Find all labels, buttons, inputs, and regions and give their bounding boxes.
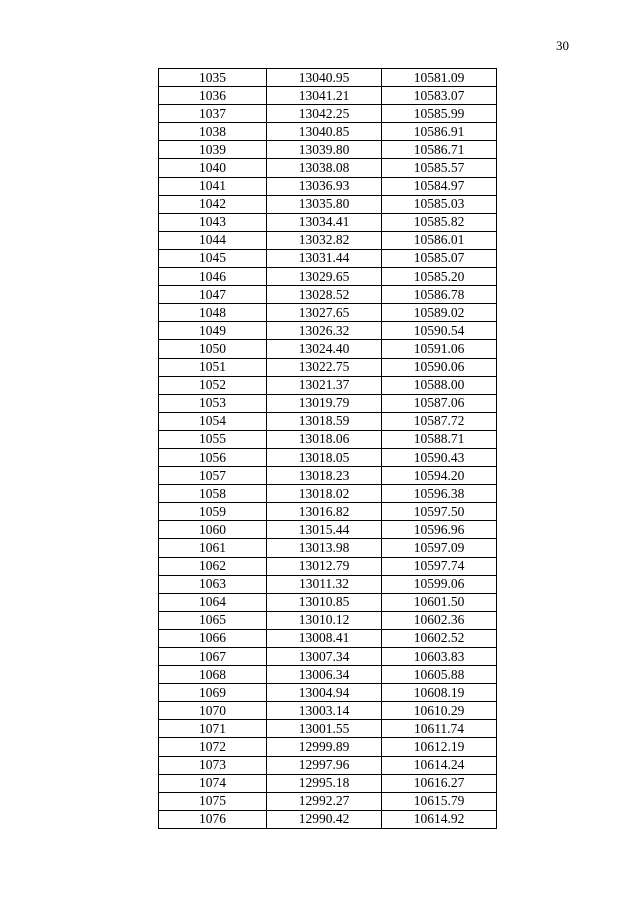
table-row	[159, 485, 497, 503]
table-row	[159, 213, 497, 231]
x-coordinate-cell: 13018.59	[267, 412, 382, 430]
y-coordinate-cell: 10589.02	[382, 304, 497, 322]
point-id-cell: 1063	[159, 575, 267, 593]
y-coordinate-cell: 10591.06	[382, 340, 497, 358]
y-coordinate-cell: 10602.52	[382, 629, 497, 647]
x-coordinate-cell: 13039.80	[267, 141, 382, 159]
point-id-cell: 1057	[159, 467, 267, 485]
x-coordinate-cell: 13004.94	[267, 684, 382, 702]
y-coordinate-cell: 10596.38	[382, 485, 497, 503]
x-coordinate-cell: 13032.82	[267, 231, 382, 249]
point-id-cell: 1060	[159, 521, 267, 539]
coordinates-table	[158, 68, 497, 829]
x-coordinate-cell: 13008.41	[267, 629, 382, 647]
table-row	[159, 177, 497, 195]
point-id-cell: 1037	[159, 105, 267, 123]
table-row	[159, 249, 497, 267]
point-id-cell: 1075	[159, 792, 267, 810]
table-row	[159, 376, 497, 394]
point-id-cell: 1050	[159, 340, 267, 358]
y-coordinate-cell: 10597.50	[382, 503, 497, 521]
y-coordinate-cell: 10597.74	[382, 557, 497, 575]
point-id-cell: 1065	[159, 611, 267, 629]
coordinates-table-body	[159, 69, 497, 829]
table-row	[159, 304, 497, 322]
x-coordinate-cell: 13022.75	[267, 358, 382, 376]
y-coordinate-cell: 10596.96	[382, 521, 497, 539]
x-coordinate-cell: 13041.21	[267, 87, 382, 105]
x-coordinate-cell: 13026.32	[267, 322, 382, 340]
x-coordinate-cell: 12997.96	[267, 756, 382, 774]
table-row	[159, 87, 497, 105]
point-id-cell: 1054	[159, 412, 267, 430]
table-row	[159, 648, 497, 666]
x-coordinate-cell: 13016.82	[267, 503, 382, 521]
point-id-cell: 1056	[159, 448, 267, 466]
point-id-cell: 1064	[159, 593, 267, 611]
x-coordinate-cell: 13028.52	[267, 286, 382, 304]
point-id-cell: 1072	[159, 738, 267, 756]
table-row	[159, 720, 497, 738]
point-id-cell: 1059	[159, 503, 267, 521]
y-coordinate-cell: 10602.36	[382, 611, 497, 629]
table-row	[159, 539, 497, 557]
table-row	[159, 123, 497, 141]
point-id-cell: 1039	[159, 141, 267, 159]
x-coordinate-cell: 13027.65	[267, 304, 382, 322]
x-coordinate-cell: 13011.32	[267, 575, 382, 593]
y-coordinate-cell: 10586.71	[382, 141, 497, 159]
point-id-cell: 1047	[159, 286, 267, 304]
y-coordinate-cell: 10590.43	[382, 448, 497, 466]
table-row	[159, 774, 497, 792]
point-id-cell: 1052	[159, 376, 267, 394]
point-id-cell: 1041	[159, 177, 267, 195]
y-coordinate-cell: 10587.72	[382, 412, 497, 430]
y-coordinate-cell: 10608.19	[382, 684, 497, 702]
point-id-cell: 1043	[159, 213, 267, 231]
point-id-cell: 1051	[159, 358, 267, 376]
table-row	[159, 430, 497, 448]
table-row	[159, 521, 497, 539]
table-row	[159, 792, 497, 810]
table-row	[159, 448, 497, 466]
table-row	[159, 702, 497, 720]
x-coordinate-cell: 12992.27	[267, 792, 382, 810]
x-coordinate-cell: 13040.95	[267, 69, 382, 87]
table-row	[159, 810, 497, 828]
x-coordinate-cell: 13007.34	[267, 648, 382, 666]
point-id-cell: 1062	[159, 557, 267, 575]
x-coordinate-cell: 13018.06	[267, 430, 382, 448]
table-row	[159, 105, 497, 123]
table-row	[159, 666, 497, 684]
table-row	[159, 322, 497, 340]
point-id-cell: 1066	[159, 629, 267, 647]
y-coordinate-cell: 10583.07	[382, 87, 497, 105]
point-id-cell: 1053	[159, 394, 267, 412]
y-coordinate-cell: 10588.71	[382, 430, 497, 448]
table-row	[159, 141, 497, 159]
x-coordinate-cell: 12990.42	[267, 810, 382, 828]
point-id-cell: 1046	[159, 268, 267, 286]
x-coordinate-cell: 13031.44	[267, 249, 382, 267]
point-id-cell: 1067	[159, 648, 267, 666]
x-coordinate-cell: 13013.98	[267, 539, 382, 557]
x-coordinate-cell: 13010.85	[267, 593, 382, 611]
table-row	[159, 69, 497, 87]
table-row	[159, 611, 497, 629]
table-row	[159, 231, 497, 249]
table-row	[159, 684, 497, 702]
x-coordinate-cell: 13015.44	[267, 521, 382, 539]
y-coordinate-cell: 10615.79	[382, 792, 497, 810]
table-row	[159, 756, 497, 774]
point-id-cell: 1071	[159, 720, 267, 738]
point-id-cell: 1076	[159, 810, 267, 828]
table-row	[159, 503, 497, 521]
y-coordinate-cell: 10587.06	[382, 394, 497, 412]
point-id-cell: 1061	[159, 539, 267, 557]
y-coordinate-cell: 10590.06	[382, 358, 497, 376]
y-coordinate-cell: 10616.27	[382, 774, 497, 792]
x-coordinate-cell: 13018.23	[267, 467, 382, 485]
point-id-cell: 1048	[159, 304, 267, 322]
x-coordinate-cell: 13012.79	[267, 557, 382, 575]
table-row	[159, 557, 497, 575]
point-id-cell: 1049	[159, 322, 267, 340]
y-coordinate-cell: 10588.00	[382, 376, 497, 394]
y-coordinate-cell: 10594.20	[382, 467, 497, 485]
x-coordinate-cell: 13021.37	[267, 376, 382, 394]
y-coordinate-cell: 10610.29	[382, 702, 497, 720]
y-coordinate-cell: 10586.78	[382, 286, 497, 304]
table-row	[159, 268, 497, 286]
point-id-cell: 1042	[159, 195, 267, 213]
y-coordinate-cell: 10612.19	[382, 738, 497, 756]
y-coordinate-cell: 10584.97	[382, 177, 497, 195]
table-row	[159, 629, 497, 647]
point-id-cell: 1045	[159, 249, 267, 267]
y-coordinate-cell: 10581.09	[382, 69, 497, 87]
table-row	[159, 738, 497, 756]
point-id-cell: 1055	[159, 430, 267, 448]
y-coordinate-cell: 10603.83	[382, 648, 497, 666]
y-coordinate-cell: 10585.03	[382, 195, 497, 213]
y-coordinate-cell: 10590.54	[382, 322, 497, 340]
x-coordinate-cell: 13024.40	[267, 340, 382, 358]
x-coordinate-cell: 13035.80	[267, 195, 382, 213]
y-coordinate-cell: 10585.82	[382, 213, 497, 231]
point-id-cell: 1035	[159, 69, 267, 87]
y-coordinate-cell: 10586.91	[382, 123, 497, 141]
x-coordinate-cell: 13001.55	[267, 720, 382, 738]
table-row	[159, 340, 497, 358]
table-row	[159, 412, 497, 430]
y-coordinate-cell: 10585.20	[382, 268, 497, 286]
point-id-cell: 1069	[159, 684, 267, 702]
x-coordinate-cell: 13029.65	[267, 268, 382, 286]
y-coordinate-cell: 10601.50	[382, 593, 497, 611]
y-coordinate-cell: 10599.06	[382, 575, 497, 593]
table-row	[159, 575, 497, 593]
x-coordinate-cell: 12999.89	[267, 738, 382, 756]
table-row	[159, 286, 497, 304]
x-coordinate-cell: 13042.25	[267, 105, 382, 123]
point-id-cell: 1038	[159, 123, 267, 141]
point-id-cell: 1040	[159, 159, 267, 177]
point-id-cell: 1044	[159, 231, 267, 249]
x-coordinate-cell: 12995.18	[267, 774, 382, 792]
point-id-cell: 1058	[159, 485, 267, 503]
page-number: 30	[556, 38, 569, 53]
y-coordinate-cell: 10605.88	[382, 666, 497, 684]
point-id-cell: 1073	[159, 756, 267, 774]
point-id-cell: 1074	[159, 774, 267, 792]
y-coordinate-cell: 10614.24	[382, 756, 497, 774]
y-coordinate-cell: 10585.99	[382, 105, 497, 123]
table-row	[159, 394, 497, 412]
x-coordinate-cell: 13018.05	[267, 448, 382, 466]
y-coordinate-cell: 10611.74	[382, 720, 497, 738]
x-coordinate-cell: 13038.08	[267, 159, 382, 177]
x-coordinate-cell: 13006.34	[267, 666, 382, 684]
point-id-cell: 1068	[159, 666, 267, 684]
x-coordinate-cell: 13040.85	[267, 123, 382, 141]
table-row	[159, 358, 497, 376]
table-row	[159, 159, 497, 177]
y-coordinate-cell: 10597.09	[382, 539, 497, 557]
y-coordinate-cell: 10585.07	[382, 249, 497, 267]
y-coordinate-cell: 10614.92	[382, 810, 497, 828]
y-coordinate-cell: 10585.57	[382, 159, 497, 177]
table-row	[159, 593, 497, 611]
y-coordinate-cell: 10586.01	[382, 231, 497, 249]
x-coordinate-cell: 13019.79	[267, 394, 382, 412]
point-id-cell: 1070	[159, 702, 267, 720]
x-coordinate-cell: 13036.93	[267, 177, 382, 195]
point-id-cell: 1036	[159, 87, 267, 105]
table-row	[159, 467, 497, 485]
x-coordinate-cell: 13003.14	[267, 702, 382, 720]
x-coordinate-cell: 13034.41	[267, 213, 382, 231]
table-row	[159, 195, 497, 213]
x-coordinate-cell: 13010.12	[267, 611, 382, 629]
x-coordinate-cell: 13018.02	[267, 485, 382, 503]
